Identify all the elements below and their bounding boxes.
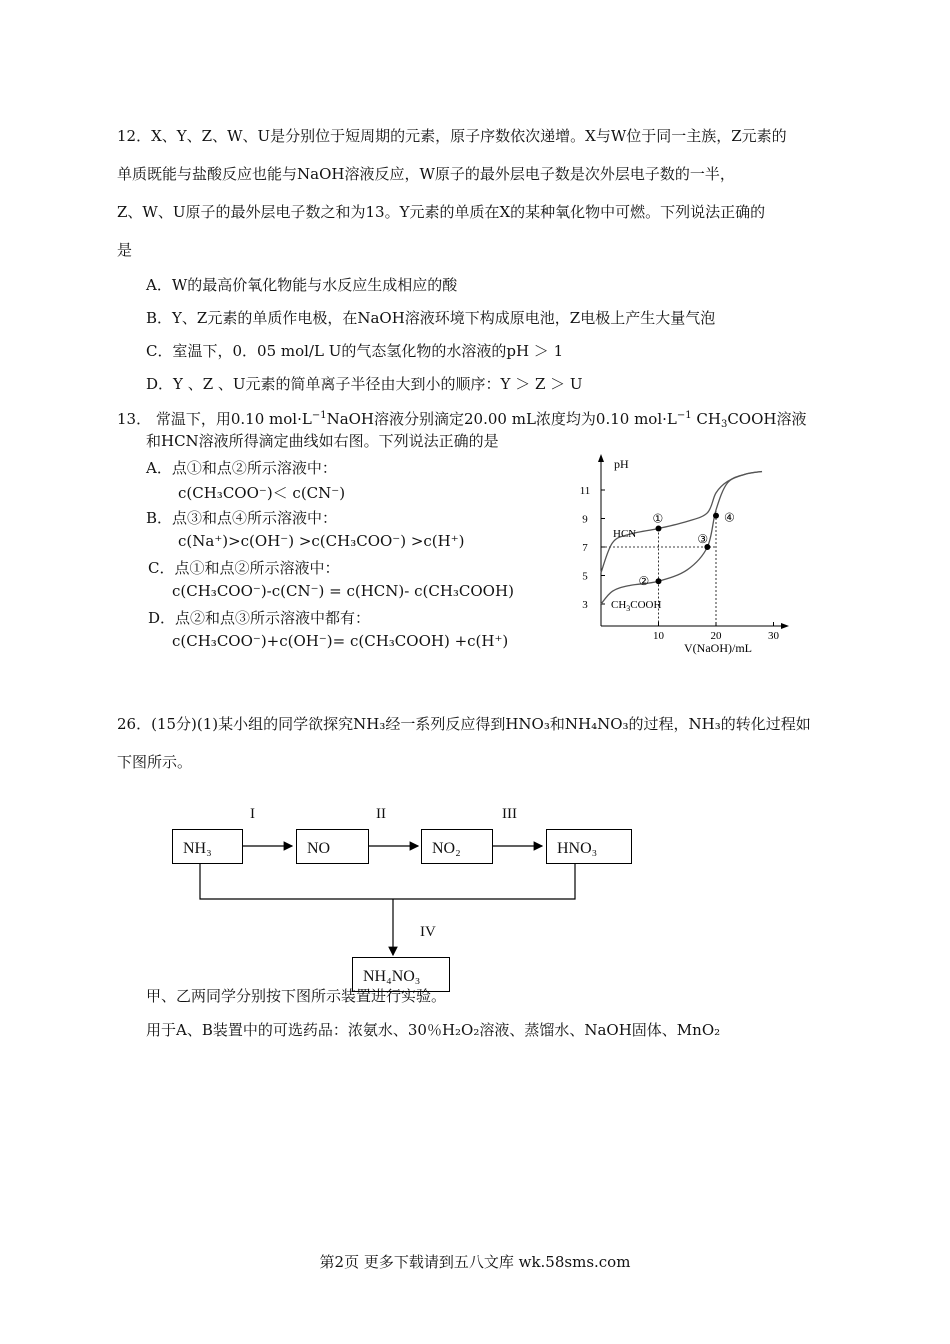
- y-axis-label: pH: [614, 457, 629, 471]
- y-tick-label-7: 7: [582, 542, 588, 554]
- box-no: NO: [296, 829, 369, 864]
- box-no2: NO₂: [421, 829, 493, 864]
- x-axis-label: V(NaOH)/mL: [684, 641, 752, 655]
- series-label-ch3cooh: $CH_3COOH$: [611, 599, 662, 613]
- box-nh3: NH₃: [172, 829, 243, 864]
- q26-after1: 甲、乙两同学分别按下图所示装置进行实验。: [146, 987, 447, 1005]
- y-tick-label-3: 3: [582, 599, 588, 611]
- q12-option-a: A．W的最高价氧化物能与水反应生成相应的酸: [146, 276, 458, 294]
- q12-line3: Z、W、U原子的最外层电子数之和为13。Y元素的单质在X的某种氧化物中可燃。下列说法正确的: [117, 203, 766, 221]
- q12-option-d: D．Y 、Z 、U元素的简单离子半径由大到小的顺序：Y ＞ Z ＞ U: [146, 375, 583, 393]
- q12-option-b: B．Y、Z元素的单质作电极，在NaOH溶液环境下构成原电池，Z电极上产生大量气泡: [146, 309, 716, 327]
- q26-after2: 用于A、B装置中的可选药品：浓氨水、30％H₂O₂溶液、蒸馏水、NaOH固体、MnO₂: [146, 1021, 721, 1039]
- q12-option-c: C．室温下，0．05 mol/L U的气态氢化物的水溶液的pH ＞ 1: [146, 342, 564, 360]
- q12-line2: 单质既能与盐酸反应也能与NaOH溶液反应，W原子的最外层电子数是次外层电子数的一半，: [117, 165, 735, 183]
- x-tick-label-30: 30: [768, 630, 779, 642]
- q13-option-a: A．点①和点②所示溶液中：: [146, 459, 337, 477]
- point-label-4: ④: [724, 510, 735, 525]
- step-3-label: III: [502, 806, 517, 822]
- x-tick-label-10: 10: [653, 630, 664, 642]
- q13-line2: 和HCN溶液所得滴定曲线如右图。下列说法正确的是: [146, 432, 499, 450]
- point-label-3: ③: [697, 532, 709, 546]
- y-tick-label-5: 5: [582, 570, 588, 583]
- q13-option-c: C．点①和点②所示溶液中：: [148, 559, 340, 577]
- step-1-label: I: [250, 806, 255, 822]
- q13-option-b: B．点③和点④所示溶液中：: [146, 509, 338, 527]
- y-tick-label-11: 11: [579, 485, 591, 497]
- box-hno3: HNO₃: [546, 829, 632, 864]
- q13-option-a-expr: c(CH₃COO⁻)＜ c(CN⁻): [178, 484, 346, 502]
- x-tick-label-20: 20: [710, 630, 722, 642]
- q13-option-d-expr: c(CH₃COO⁻)+c(OH⁻)= c(CH₃COOH) +c(H⁺): [172, 632, 509, 650]
- step-2-label: II: [376, 806, 386, 822]
- step-4-label: IV: [420, 924, 436, 940]
- q26-line1: 26．(15分)(1)某小组的同学欲探究NH₃经一系列反应得到HNO₃和NH₄NO₃的过程，NH₃的转化过程如: [117, 715, 811, 733]
- point-label-2: ②: [638, 574, 650, 589]
- q13-option-b-expr: c(Na⁺)>c(OH⁻) >c(CH₃COO⁻) >c(H⁺): [178, 532, 465, 550]
- q13-option-d: D．点②和点③所示溶液中都有：: [148, 609, 371, 627]
- q26-line2: 下图所示。: [117, 753, 193, 771]
- point-label-1: ①: [652, 511, 664, 526]
- merge-line: [200, 863, 575, 899]
- q12-line4: 是: [117, 241, 133, 259]
- y-tick-label-9: 9: [582, 513, 588, 526]
- q12-line1: 12．X、Y、Z、W、U是分别位于短周期的元素，原子序数依次递增。X与W位于同一主族，Z元素的: [117, 127, 787, 145]
- q13-line1: 13． 常温下，用0.10 $mol\cdot L^{-1}NaOH$溶液分别滴定20.00 mL浓度均为0.10 $mol\cdot L^{-1}$ $CH_3COOH$溶液: [117, 410, 807, 430]
- q13-option-c-expr: c(CH₃COO⁻)-c(CN⁻) = c(HCN)- c(CH₃COOH): [172, 582, 514, 600]
- box-nh4no3: NH₄NO₃: [352, 957, 450, 992]
- series-label-hcn: HCN: [613, 527, 637, 540]
- page-footer: 第2页 更多下载请到五八文库 wk.58sms.com: [319, 1253, 631, 1271]
